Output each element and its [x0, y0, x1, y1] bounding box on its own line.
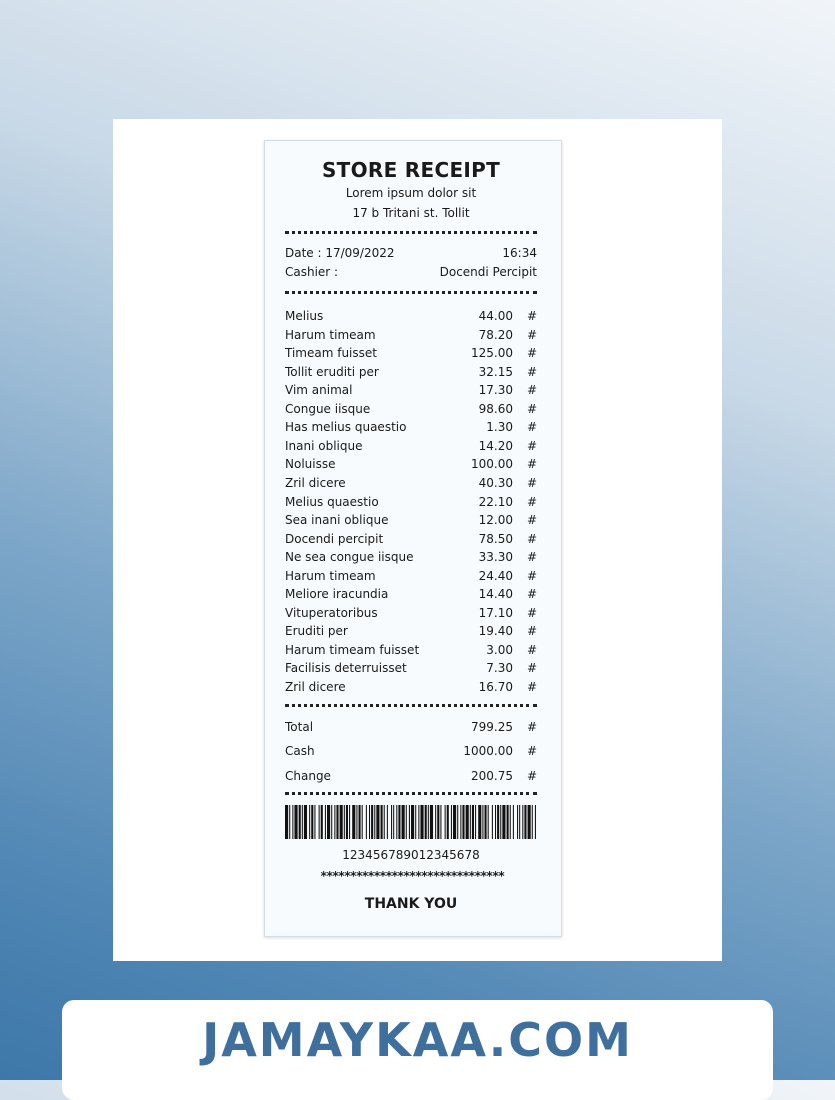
- hash-mark: #: [527, 624, 538, 639]
- barcode-bar: [374, 805, 375, 839]
- receipt-subtitle: Lorem ipsum dolor sit: [345, 186, 477, 200]
- hash-mark: #: [527, 661, 538, 676]
- item-amount: 22.10: [478, 494, 513, 509]
- item-row: [285, 363, 537, 381]
- barcode-bar: [319, 805, 320, 839]
- hash-mark: #: [527, 438, 538, 453]
- barcode-bar: [391, 805, 392, 839]
- item-row: [285, 622, 537, 640]
- barcode-bar: [402, 805, 405, 839]
- barcode-bar: [517, 805, 518, 839]
- date-label: Date : 17/09/2022: [285, 246, 395, 260]
- barcode-bar: [304, 805, 307, 839]
- hash-mark: #: [527, 327, 538, 342]
- item-name: Sea inani oblique: [285, 513, 389, 528]
- barcode-bar: [369, 805, 370, 839]
- hash-mark: #: [527, 513, 538, 528]
- barcode-bar: [344, 805, 345, 839]
- barcode-bar: [321, 805, 323, 839]
- barcode-bar: [294, 805, 297, 839]
- item-name: Harum timeam: [285, 327, 376, 342]
- barcode-bar: [507, 805, 509, 839]
- hash-mark: #: [527, 605, 538, 620]
- barcode-bar: [462, 805, 464, 839]
- hash-mark: #: [527, 401, 538, 416]
- hash-mark: #: [527, 383, 538, 398]
- item-row: [285, 400, 537, 418]
- item-amount: 98.60: [478, 401, 513, 416]
- total-label: Cash: [285, 744, 315, 758]
- barcode-bar: [485, 805, 487, 839]
- barcode-bar: [381, 805, 383, 839]
- barcode-bar: [522, 805, 523, 839]
- item-name: Congue iisque: [285, 401, 371, 416]
- item-name: Has melius quaestio: [285, 420, 407, 435]
- barcode-graphic: [285, 805, 539, 839]
- item-amount: 100.00: [471, 457, 513, 472]
- barcode-bar: [398, 805, 400, 839]
- barcode-bar: [376, 805, 379, 839]
- item-row: [285, 548, 537, 566]
- item-name: Facilisis deterruisset: [285, 661, 407, 676]
- barcode-bar: [418, 805, 419, 839]
- barcode-bar: [327, 805, 330, 839]
- hash-mark: #: [527, 550, 538, 565]
- item-row: [285, 678, 537, 696]
- item-row: [285, 418, 537, 436]
- barcode-bar: [472, 805, 474, 839]
- barcode-bar: [460, 805, 461, 839]
- divider-dots: [285, 291, 537, 294]
- barcode-bar: [309, 805, 310, 839]
- hash-mark: #: [527, 680, 538, 694]
- barcode-bar: [331, 805, 332, 839]
- item-name: Melius: [285, 309, 324, 323]
- item-amount: 3.00: [486, 642, 513, 657]
- item-row: [285, 530, 537, 548]
- time-value: 16:34: [502, 246, 537, 260]
- item-name: Harum timeam fuisset: [285, 642, 420, 657]
- barcode-bar: [366, 805, 367, 839]
- barcode-number: 123456789012345678: [342, 848, 480, 862]
- item-name: Docendi percipit: [285, 531, 384, 546]
- item-amount: 33.30: [478, 550, 513, 565]
- receipt-content: [285, 141, 537, 936]
- barcode-bar: [311, 805, 313, 839]
- barcode-bar: [519, 805, 520, 839]
- hash-mark: #: [527, 457, 538, 472]
- hash-mark: #: [527, 346, 538, 361]
- hash-mark: #: [527, 309, 538, 323]
- barcode-bar: [362, 805, 363, 839]
- barcode-bar: [340, 805, 343, 839]
- total-label: Total: [285, 720, 314, 734]
- item-amount: 1.30: [486, 420, 513, 435]
- total-amount: 1000.00: [463, 744, 513, 758]
- barcode-bar: [492, 805, 493, 839]
- item-amount: 78.20: [478, 327, 513, 342]
- barcode-bar: [409, 805, 410, 839]
- barcode-bar: [387, 805, 388, 839]
- barcode-bar: [425, 805, 427, 839]
- total-amount: 200.75: [471, 769, 513, 783]
- hash-mark: #: [527, 769, 538, 783]
- barcode-bar: [478, 805, 481, 839]
- item-name: Tollit eruditi per: [285, 364, 379, 379]
- item-name: Zril dicere: [285, 680, 346, 694]
- barcode-bar: [510, 805, 511, 839]
- item-row: [285, 326, 537, 344]
- item-name: Ne sea congue iisque: [285, 550, 414, 565]
- item-row: [285, 493, 537, 511]
- total-amount: 799.25: [471, 720, 513, 734]
- barcode-bar: [384, 805, 385, 839]
- barcode-bar: [349, 805, 350, 839]
- item-amount: 19.40: [478, 624, 513, 639]
- barcode-bar: [359, 805, 361, 839]
- barcode-bar: [346, 805, 348, 839]
- barcode-bar: [475, 805, 476, 839]
- barcode-bar: [411, 805, 414, 839]
- item-row: [285, 474, 537, 492]
- barcode-bar: [336, 805, 338, 839]
- item-name: Timeam fuisset: [285, 346, 377, 361]
- barcode-bar: [500, 805, 501, 839]
- barcode-bar: [495, 805, 496, 839]
- item-amount: 24.40: [478, 568, 513, 583]
- item-name: Eruditi per: [285, 624, 348, 639]
- hash-mark: #: [527, 720, 538, 734]
- brand-name: JAMAYKAA.COM: [202, 1013, 633, 1067]
- item-row: [285, 567, 537, 585]
- item-row: [285, 659, 537, 677]
- barcode-bar: [532, 805, 533, 839]
- barcode-bar: [430, 805, 433, 839]
- item-amount: 17.30: [478, 383, 513, 398]
- item-name: Zril dicere: [285, 475, 346, 490]
- item-amount: 40.30: [478, 475, 513, 490]
- item-amount: 125.00: [471, 346, 513, 361]
- hash-mark: #: [527, 587, 538, 602]
- item-amount: 17.10: [478, 605, 513, 620]
- barcode-bar: [524, 805, 526, 839]
- barcode-bar: [325, 805, 326, 839]
- barcode-bar: [437, 805, 439, 839]
- barcode-bar: [396, 805, 397, 839]
- item-amount: 32.15: [478, 364, 513, 379]
- hash-mark: #: [527, 494, 538, 509]
- item-amount: 16.70: [478, 680, 513, 694]
- barcode-bar: [302, 805, 303, 839]
- barcode-bar: [292, 805, 293, 839]
- item-amount: 78.50: [478, 531, 513, 546]
- barcode-bar: [451, 805, 452, 839]
- item-amount: 7.30: [486, 661, 513, 676]
- barcode-bar: [352, 805, 355, 839]
- hash-mark: #: [527, 642, 538, 657]
- barcode-bar: [497, 805, 499, 839]
- barcode-bar: [420, 805, 423, 839]
- barcode-bar: [371, 805, 373, 839]
- barcode-bar: [513, 805, 514, 839]
- barcode-bar: [528, 805, 531, 839]
- barcode-bar: [289, 805, 290, 839]
- item-row: [285, 604, 537, 622]
- total-label: Change: [285, 769, 331, 783]
- item-amount: 12.00: [478, 513, 513, 528]
- barcode-bar: [299, 805, 301, 839]
- item-row: [285, 641, 537, 659]
- item-amount: 44.00: [478, 309, 513, 323]
- hash-mark: #: [527, 475, 538, 490]
- divider-dots: [285, 792, 537, 795]
- thank-you-text: THANK YOU: [364, 896, 458, 912]
- barcode: [285, 805, 537, 839]
- barcode-bar: [453, 805, 456, 839]
- store-receipt: [264, 140, 562, 937]
- hash-mark: #: [527, 420, 538, 435]
- barcode-bar: [440, 805, 441, 839]
- total-row: [285, 767, 537, 785]
- item-name: Noluisse: [285, 457, 336, 472]
- cashier-row: [285, 263, 537, 281]
- cashier-label: Cashier :: [285, 265, 339, 279]
- receipt-address: 17 b Tritani st. Tollit: [352, 206, 470, 220]
- hash-mark: #: [527, 531, 538, 546]
- item-row: [285, 585, 537, 603]
- barcode-bar: [428, 805, 429, 839]
- item-name: Vim animal: [285, 383, 353, 398]
- hash-mark: #: [527, 568, 538, 583]
- item-row: [285, 437, 537, 455]
- item-row: [285, 381, 537, 399]
- item-row: [285, 455, 537, 473]
- barcode-bar: [285, 805, 288, 839]
- item-name: Inani oblique: [285, 438, 363, 453]
- item-row: [285, 307, 537, 325]
- barcode-bar: [356, 805, 357, 839]
- item-amount: 14.40: [478, 587, 513, 602]
- item-amount: 14.20: [478, 438, 513, 453]
- total-row: [285, 718, 537, 736]
- item-row: [285, 344, 537, 362]
- barcode-bar: [502, 805, 505, 839]
- barcode-bar: [466, 805, 469, 839]
- barcode-bar: [435, 805, 436, 839]
- barcode-bar: [406, 805, 407, 839]
- barcode-bar: [415, 805, 416, 839]
- star-divider: *******************************: [320, 869, 504, 883]
- barcode-bar: [334, 805, 335, 839]
- receipt-title: STORE RECEIPT: [321, 158, 501, 182]
- barcode-bar: [393, 805, 394, 839]
- total-row: [285, 742, 537, 760]
- date-row: [285, 244, 537, 262]
- barcode-bar: [535, 805, 536, 839]
- barcode-bar: [457, 805, 458, 839]
- divider-dots: [285, 704, 537, 707]
- barcode-bar: [482, 805, 483, 839]
- hash-mark: #: [527, 744, 538, 758]
- barcode-bar: [470, 805, 471, 839]
- item-name: Melius quaestio: [285, 494, 379, 509]
- divider-dots: [285, 231, 537, 234]
- barcode-bar: [488, 805, 489, 839]
- item-name: Harum timeam: [285, 568, 376, 583]
- item-name: Vituperatoribus: [285, 605, 378, 620]
- hash-mark: #: [527, 364, 538, 379]
- barcode-bar: [447, 805, 449, 839]
- barcode-bar: [314, 805, 315, 839]
- item-name: Meliore iracundia: [285, 587, 389, 602]
- item-row: [285, 511, 537, 529]
- cashier-name: Docendi Percipit: [439, 265, 537, 279]
- barcode-bar: [445, 805, 446, 839]
